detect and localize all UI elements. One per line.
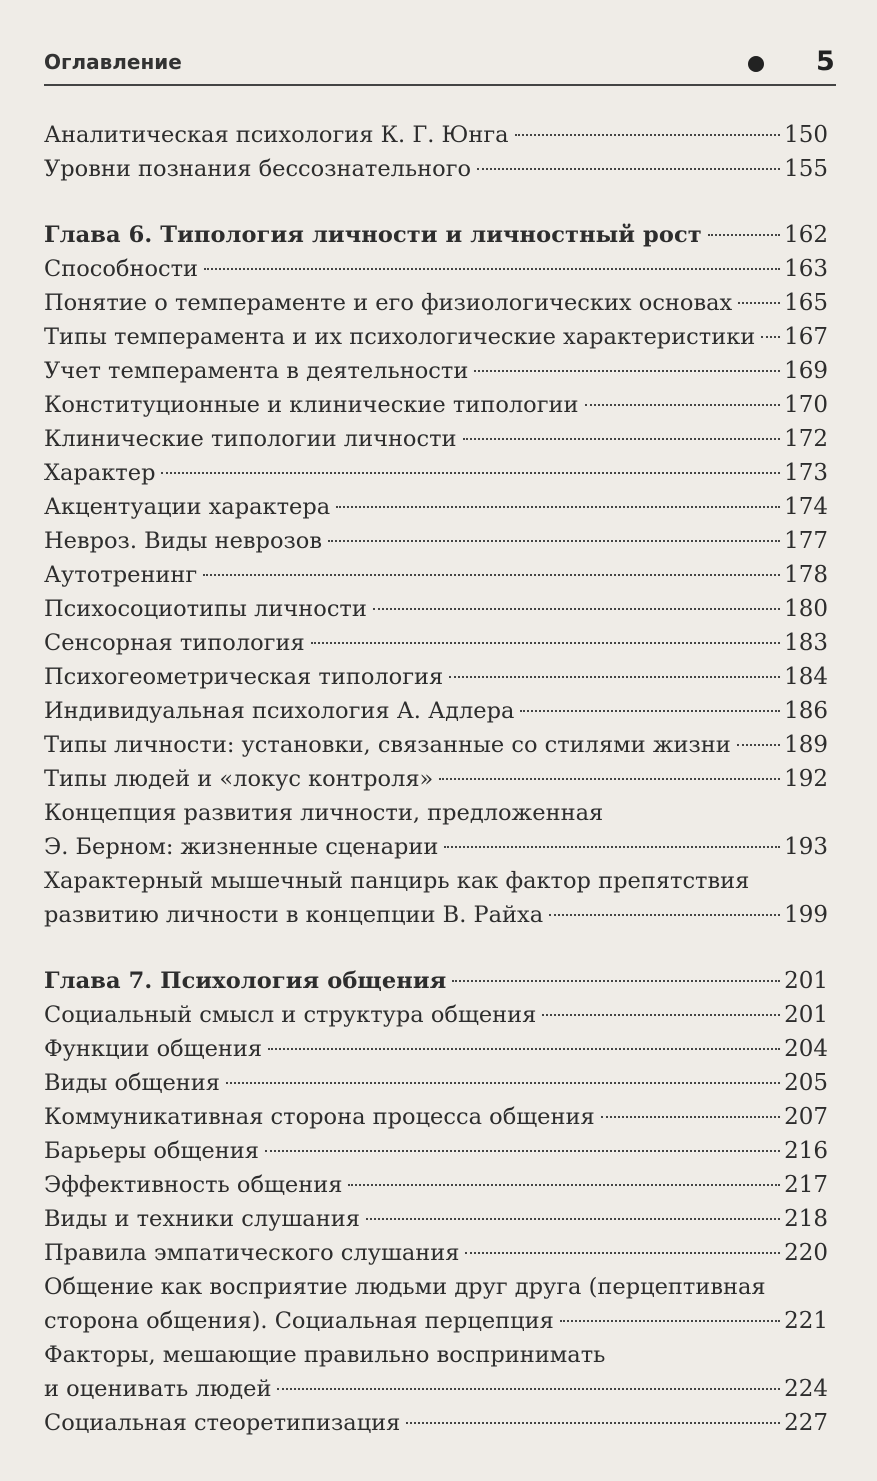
toc-entry-title: Конституционные и клинические типологии xyxy=(44,392,579,418)
toc-entry xyxy=(44,728,828,762)
toc-entry-row xyxy=(44,1304,828,1338)
toc-entry xyxy=(44,1270,828,1338)
chapter-title: Глава 7. Психология общения xyxy=(44,968,447,994)
dot-leader xyxy=(463,438,781,440)
toc-chapter-entry xyxy=(44,964,828,998)
toc-entry-row xyxy=(44,1100,828,1134)
toc-entry-page: 165 xyxy=(784,290,828,316)
toc-entry-row xyxy=(44,286,828,320)
dot-leader xyxy=(737,744,780,746)
toc-entry-row xyxy=(44,456,828,490)
toc-entry-row xyxy=(44,964,828,998)
toc-entry xyxy=(44,118,828,152)
dot-leader xyxy=(348,1184,780,1186)
toc-entry-row xyxy=(44,694,828,728)
toc-entry-page: 217 xyxy=(784,1172,828,1198)
toc-entry-row xyxy=(44,728,828,762)
dot-leader xyxy=(738,302,780,304)
toc-entry xyxy=(44,1236,828,1270)
toc-entry-row xyxy=(44,490,828,524)
toc-entry-page: 167 xyxy=(784,324,828,350)
toc-entry-row xyxy=(44,998,828,1032)
toc-entry-row xyxy=(44,1066,828,1100)
toc-entry xyxy=(44,592,828,626)
toc-entry-title-line1: Концепция развития личности, предложенная xyxy=(44,800,604,826)
toc-entry-title: Правила эмпатического слушания xyxy=(44,1240,460,1266)
toc-entry-title: Функции общения xyxy=(44,1036,263,1062)
toc-entry-page: 162 xyxy=(784,222,828,248)
page-number: 5 xyxy=(816,46,835,77)
header-rule xyxy=(44,84,836,86)
toc-entry-title: Социальная стеоретипизация xyxy=(44,1410,401,1436)
toc-entry-title: Уровни познания бессознательного xyxy=(44,156,472,182)
toc-entry-page: 155 xyxy=(784,156,828,182)
chapter-title: Глава 6. Типология личности и личностный рост xyxy=(44,222,702,248)
toc-entry-page: 201 xyxy=(784,968,828,994)
toc-entry xyxy=(44,524,828,558)
dot-leader xyxy=(585,404,781,406)
toc-entry xyxy=(44,558,828,592)
running-header xyxy=(44,46,836,86)
toc-entry-title: Аутотренинг xyxy=(44,562,198,588)
toc-entry-row xyxy=(44,1032,828,1066)
toc-entry-page: 201 xyxy=(784,1002,828,1028)
dot-leader xyxy=(226,1082,780,1084)
toc-entry-page: 205 xyxy=(784,1070,828,1096)
dot-leader xyxy=(474,370,780,372)
toc-entry-title: сторона общения). Социальная перцепция xyxy=(44,1308,554,1334)
toc-entry xyxy=(44,388,828,422)
toc-entry-title: Э. Берном: жизненные сценарии xyxy=(44,834,439,860)
toc-entry xyxy=(44,864,828,932)
toc-entry xyxy=(44,1406,828,1440)
dot-leader xyxy=(203,574,780,576)
toc-entry-row xyxy=(44,592,828,626)
toc-entry-row xyxy=(44,422,828,456)
toc-entry-row xyxy=(44,1168,828,1202)
toc-entry-page: 186 xyxy=(784,698,828,724)
toc-entry-page: 199 xyxy=(784,902,828,928)
toc-entry xyxy=(44,660,828,694)
dot-leader xyxy=(204,268,780,270)
dot-leader xyxy=(366,1218,780,1220)
toc-entry-page: 184 xyxy=(784,664,828,690)
dot-leader xyxy=(439,778,780,780)
toc-entry-page: 207 xyxy=(784,1104,828,1130)
toc-entry-page: 204 xyxy=(784,1036,828,1062)
toc-entry-row xyxy=(44,218,828,252)
toc-entry-row xyxy=(44,354,828,388)
toc-entry xyxy=(44,1338,828,1406)
toc-entry-title-line1: Характерный мышечный панцирь как фактор препятствия xyxy=(44,868,750,894)
toc-entry-title: Невроз. Виды неврозов xyxy=(44,528,322,554)
toc-entry-row xyxy=(44,1202,828,1236)
dot-leader xyxy=(515,134,781,136)
toc-entry-row xyxy=(44,1372,828,1406)
toc-entry xyxy=(44,1032,828,1066)
toc-entry-title: Коммуникативная сторона процесса общения xyxy=(44,1104,595,1130)
toc-entry-row xyxy=(44,524,828,558)
dot-leader xyxy=(708,234,780,236)
toc-entry-page: 178 xyxy=(784,562,828,588)
toc-entry-row xyxy=(44,660,828,694)
dot-leader xyxy=(265,1150,780,1152)
toc-entry-title: Понятие о темпераменте и его физиологических основах xyxy=(44,290,733,316)
toc-entry xyxy=(44,1202,828,1236)
toc-entry-title-line1: Факторы, мешающие правильно воспринимать xyxy=(44,1342,606,1368)
toc-entry-page: 189 xyxy=(784,732,828,758)
toc-entry-page: 180 xyxy=(784,596,828,622)
dot-leader xyxy=(444,846,780,848)
toc-entry-title: Клинические типологии личности xyxy=(44,426,457,452)
toc-entry-page: 221 xyxy=(784,1308,828,1334)
toc-entry xyxy=(44,490,828,524)
toc-entry-row xyxy=(44,320,828,354)
bullet-icon xyxy=(748,56,764,72)
toc-entry-title: Виды общения xyxy=(44,1070,220,1096)
toc-entry-row xyxy=(44,898,828,932)
toc-chapter-entry xyxy=(44,218,828,252)
toc-entry-page: 224 xyxy=(784,1376,828,1402)
toc-entry xyxy=(44,456,828,490)
dot-leader xyxy=(406,1422,780,1424)
toc-entry-title-line1: Общение как восприятие людьми друг друга (перцептивная xyxy=(44,1274,766,1300)
toc-entry-title: Характер xyxy=(44,460,156,486)
toc-entry xyxy=(44,1168,828,1202)
toc-entry xyxy=(44,1066,828,1100)
toc-entry-title: Типы личности: установки, связанные со стилями жизни xyxy=(44,732,731,758)
toc-entry-page: 173 xyxy=(784,460,828,486)
toc-entry-row xyxy=(44,626,828,660)
dot-leader xyxy=(336,506,780,508)
toc-entry-row xyxy=(44,762,828,796)
toc-entry-page: 163 xyxy=(784,256,828,282)
toc-entry-page: 177 xyxy=(784,528,828,554)
dot-leader xyxy=(542,1014,780,1016)
toc-entry-row xyxy=(44,1236,828,1270)
dot-leader xyxy=(311,642,780,644)
toc-entry-title: Типы людей и «локус контроля» xyxy=(44,766,434,792)
toc-entry-title: и оценивать людей xyxy=(44,1376,272,1402)
toc-entry-title: Психогеометрическая типология xyxy=(44,664,444,690)
toc-entry xyxy=(44,354,828,388)
toc-entry-title: Типы темперамента и их психологические характеристики xyxy=(44,324,756,350)
toc-entry-title: Способности xyxy=(44,256,199,282)
toc-entry-page: 220 xyxy=(784,1240,828,1266)
toc-entry-title: Акцентуации характера xyxy=(44,494,331,520)
toc-entry xyxy=(44,762,828,796)
toc-entry-page: 218 xyxy=(784,1206,828,1232)
toc-entry xyxy=(44,422,828,456)
toc-entry-row xyxy=(44,558,828,592)
toc-entry-row xyxy=(44,830,828,864)
dot-leader xyxy=(560,1320,780,1322)
toc-entry xyxy=(44,796,828,864)
dot-leader xyxy=(520,710,780,712)
toc-entry-page: 193 xyxy=(784,834,828,860)
toc-entry xyxy=(44,694,828,728)
toc-entry xyxy=(44,252,828,286)
toc-entry-page: 227 xyxy=(784,1410,828,1436)
dot-leader xyxy=(161,472,780,474)
dot-leader xyxy=(373,608,780,610)
toc-entry-row xyxy=(44,252,828,286)
toc-entry-row xyxy=(44,1134,828,1168)
table-of-contents xyxy=(44,118,828,1440)
dot-leader xyxy=(452,980,780,982)
dot-leader xyxy=(601,1116,780,1118)
toc-entry-title: Учет темперамента в деятельности xyxy=(44,358,469,384)
toc-entry xyxy=(44,320,828,354)
toc-entry-page: 174 xyxy=(784,494,828,520)
dot-leader xyxy=(449,676,780,678)
toc-entry-page: 183 xyxy=(784,630,828,656)
toc-entry xyxy=(44,152,828,186)
toc-entry-title: Сенсорная типология xyxy=(44,630,305,656)
toc-entry-page: 150 xyxy=(784,122,828,148)
toc-entry-title: развитию личности в концепции В. Райха xyxy=(44,902,544,928)
toc-entry xyxy=(44,286,828,320)
dot-leader xyxy=(477,168,780,170)
toc-entry-page: 172 xyxy=(784,426,828,452)
toc-entry-row xyxy=(44,388,828,422)
toc-entry xyxy=(44,1134,828,1168)
toc-entry-title: Социальный смысл и структура общения xyxy=(44,1002,537,1028)
toc-entry-title: Барьеры общения xyxy=(44,1138,259,1164)
dot-leader xyxy=(277,1388,780,1390)
toc-entry-row xyxy=(44,1406,828,1440)
running-header-title: Оглавление xyxy=(44,50,182,74)
toc-entry-page: 216 xyxy=(784,1138,828,1164)
toc-entry xyxy=(44,1100,828,1134)
toc-entry-title: Эффективность общения xyxy=(44,1172,343,1198)
toc-entry xyxy=(44,998,828,1032)
toc-entry-title: Индивидуальная психология А. Адлера xyxy=(44,698,515,724)
toc-entry-title: Виды и техники слушания xyxy=(44,1206,360,1232)
toc-entry-row xyxy=(44,118,828,152)
dot-leader xyxy=(465,1252,780,1254)
dot-leader xyxy=(268,1048,780,1050)
dot-leader xyxy=(328,540,780,542)
toc-entry-page: 169 xyxy=(784,358,828,384)
toc-entry-title: Аналитическая психология К. Г. Юнга xyxy=(44,122,509,148)
toc-entry xyxy=(44,626,828,660)
toc-entry-row xyxy=(44,152,828,186)
toc-entry-title: Психосоциотипы личности xyxy=(44,596,367,622)
dot-leader xyxy=(761,336,780,338)
toc-entry-page: 192 xyxy=(784,766,828,792)
toc-entry-page: 170 xyxy=(784,392,828,418)
dot-leader xyxy=(549,914,780,916)
